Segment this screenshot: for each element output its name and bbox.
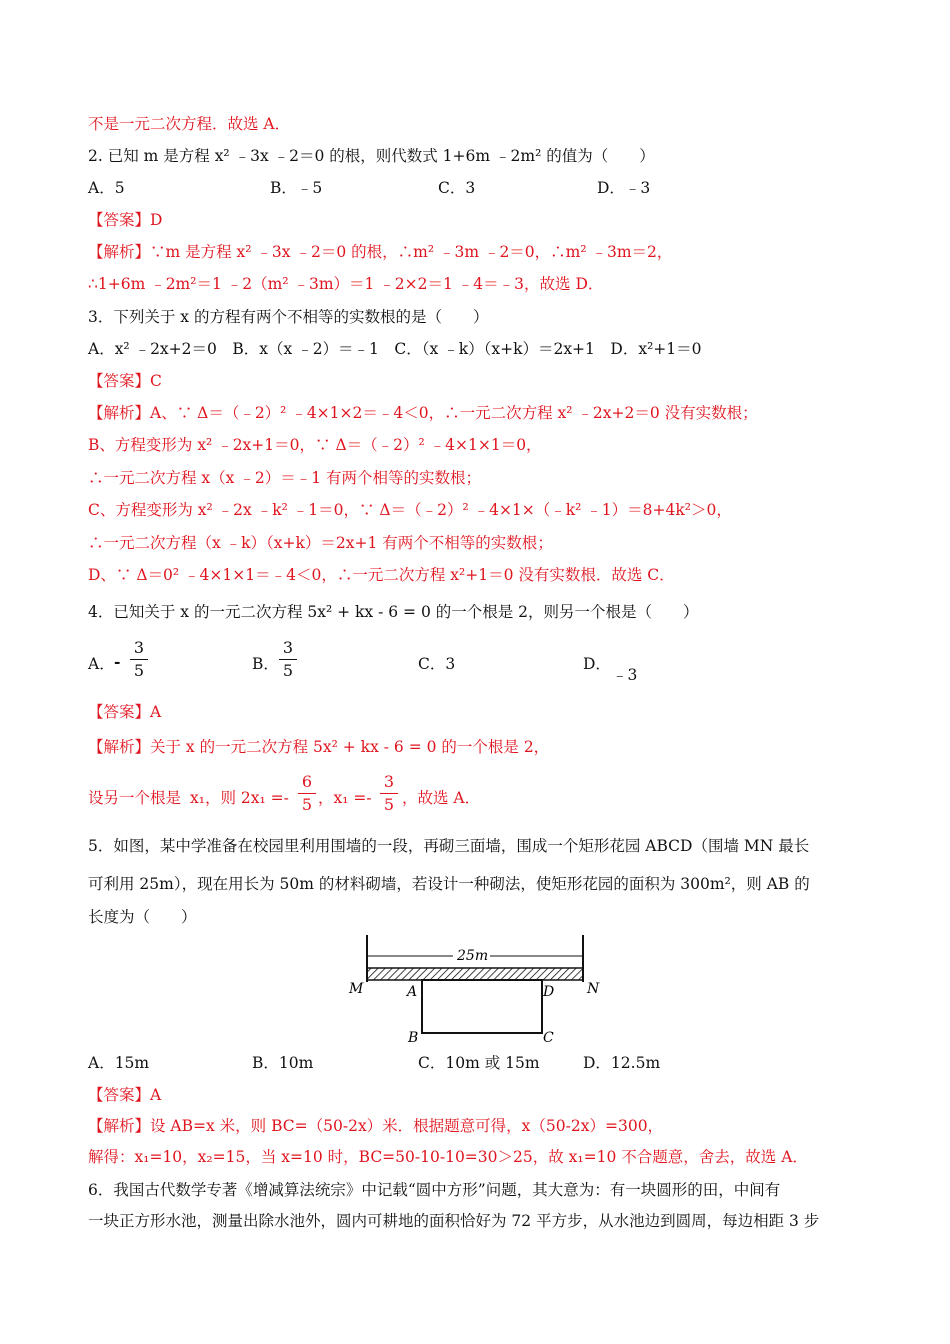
wall-length-label: 25m bbox=[457, 948, 489, 964]
label-b: B bbox=[408, 1030, 419, 1045]
q4-option-b-fraction bbox=[279, 638, 297, 681]
q2-option-d: D．﹣3 bbox=[597, 179, 651, 197]
q5-explanation-1: 【解析】设 AB=x 米，则 BC=（50-2x）米．根据题意可得，x（50-2x）=300， bbox=[88, 1117, 664, 1135]
q5-option-d: D．12.5m bbox=[583, 1054, 661, 1072]
fraction-denominator: 5 bbox=[301, 795, 313, 814]
q4-option-a-sign: - bbox=[114, 652, 121, 671]
q2-option-b: B．﹣5 bbox=[270, 179, 323, 197]
garden-figure bbox=[345, 930, 615, 1045]
q4-explanation-2c: ，x₁ =- bbox=[318, 789, 372, 807]
q3-explanation-3: ∴一元二次方程 x（x ﹣2）＝﹣1 有两个相等的实数根； bbox=[88, 469, 481, 487]
q4-exp-fraction-6-5 bbox=[298, 772, 316, 815]
q5-explanation-2: 解得：x₁=10，x₂=15，当 x=10 时，BC=50-10-10=30＞25，故 x₁=10 不合题意，舍去，故选 A． bbox=[88, 1148, 808, 1166]
q2-option-a: A．5 bbox=[88, 179, 125, 197]
q2-option-c: C．3 bbox=[438, 179, 476, 197]
question-2: 2. 已知 m 是方程 x² ﹣3x ﹣2＝0 的根，则代数式 1+6m ﹣2m² 的值为（ ） bbox=[88, 147, 655, 165]
q4-option-b-label: B． bbox=[252, 655, 279, 673]
q2-explanation-1: 【解析】∵m 是方程 x² ﹣3x ﹣2＝0 的根，∴m² ﹣3m ﹣2＝0，∴m² ﹣3m＝2， bbox=[88, 243, 673, 261]
label-d: D bbox=[543, 984, 555, 1000]
q4-option-d-label: D． bbox=[583, 655, 611, 673]
label-a: A bbox=[407, 984, 418, 1000]
q4-explanation-2d: ，故选 A． bbox=[402, 789, 481, 807]
question-4: 4．已知关于 x 的一元二次方程 5x² + kx - 6 = 0 的一个根是 2，则另一个根是（ ） bbox=[88, 603, 699, 621]
q5-answer: 【答案】A bbox=[88, 1086, 162, 1104]
label-n: N bbox=[587, 981, 600, 997]
q4-explanation-2a: 设另一个根是 bbox=[88, 789, 182, 807]
q2-answer: 【答案】D bbox=[88, 211, 163, 229]
q5-option-b: B．10m bbox=[252, 1054, 314, 1072]
fraction-denominator: 5 bbox=[282, 661, 294, 680]
q3-explanation-4: C、方程变形为 x² ﹣2x ﹣k² ﹣1＝0，∵ Δ＝（﹣2）² ﹣4×1×（﹣k² ﹣1）＝8+4k²＞0， bbox=[88, 501, 732, 519]
q3-explanation-5: ∴一元二次方程（x ﹣k）（x+k）＝2x+1 有两个不相等的实数根； bbox=[88, 534, 553, 552]
question-3: 3．下列关于 x 的方程有两个不相等的实数根的是（ ） bbox=[88, 308, 489, 326]
fraction-numerator: 3 bbox=[282, 638, 294, 657]
fraction-denominator: 5 bbox=[383, 795, 395, 814]
label-m: M bbox=[349, 981, 364, 997]
q5-option-c: C．10m 或 15m bbox=[418, 1054, 540, 1072]
q3-explanation-2: B、方程变形为 x² ﹣2x+1＝0，∵ Δ＝（﹣2）² ﹣4×1×1＝0， bbox=[88, 436, 542, 454]
question-6-line-1: 6．我国古代数学专著《增减算法统宗》中记载“圆中方形”问题，其大意为：有一块圆形的田，中间有 bbox=[88, 1181, 781, 1199]
q4-explanation-1: 【解析】关于 x 的一元二次方程 5x² + kx - 6 = 0 的一个根是 2， bbox=[88, 738, 550, 756]
q4-option-c: C．3 bbox=[418, 655, 456, 673]
fraction-numerator: 3 bbox=[133, 638, 145, 657]
question-5-line-2: 可利用 25m），现在用长为 50m 的材料砌墙，若设计一种砌法，使矩形花园的面积为 300m²，则 AB 的 bbox=[88, 875, 810, 893]
question-5-line-1: 5．如图，某中学准备在校园里利用围墙的一段，再砌三面墙，围成一个矩形花园 ABCD（围墙 MN 最长 bbox=[88, 837, 810, 855]
q4-explanation-2b: x₁，则 2x₁ =- bbox=[190, 789, 289, 807]
q4-option-a-fraction bbox=[130, 638, 148, 681]
q4-option-a-label: A． bbox=[88, 655, 115, 673]
prev-answer-tail: 不是一元二次方程．故选 A． bbox=[88, 115, 291, 133]
q3-options: A．x² ﹣2x+2＝0 B．x（x ﹣2）＝﹣1 C．（x ﹣k）（x+k）＝2x+1 D．x²+1＝0 bbox=[88, 340, 702, 358]
question-5-line-3: 长度为（ ） bbox=[88, 908, 197, 926]
question-6-line-2: 一块正方形水池，测量出除水池外，圆内可耕地的面积恰好为 72 平方步，从水池边到圆周，每边相距 3 步 bbox=[88, 1212, 820, 1230]
q3-explanation-6: D、∵ Δ＝0² ﹣4×1×1＝﹣4＜0，∴一元二次方程 x²+1＝0 没有实数根．故选 C． bbox=[88, 566, 675, 584]
fraction-denominator: 5 bbox=[133, 661, 145, 680]
q2-explanation-2: ∴1+6m ﹣2m²＝1 ﹣2（m² ﹣3m）＝1 ﹣2×2＝1 ﹣4＝﹣3，故选 D． bbox=[88, 275, 604, 293]
label-c: C bbox=[543, 1030, 554, 1045]
q4-answer: 【答案】A bbox=[88, 703, 162, 721]
wall-mn bbox=[367, 968, 583, 980]
q4-option-d-value: ﹣3 bbox=[612, 666, 638, 684]
garden-rectangle bbox=[422, 980, 542, 1033]
q4-exp-fraction-3-5 bbox=[380, 772, 398, 815]
q3-answer: 【答案】C bbox=[88, 372, 162, 390]
q5-option-a: A．15m bbox=[88, 1054, 150, 1072]
fraction-numerator: 6 bbox=[301, 772, 313, 791]
fraction-numerator: 3 bbox=[383, 772, 395, 791]
q3-explanation-1: 【解析】A、∵ Δ＝（﹣2）² ﹣4×1×2＝﹣4＜0，∴一元二次方程 x² ﹣2x+2＝0 没有实数根； bbox=[88, 404, 758, 422]
